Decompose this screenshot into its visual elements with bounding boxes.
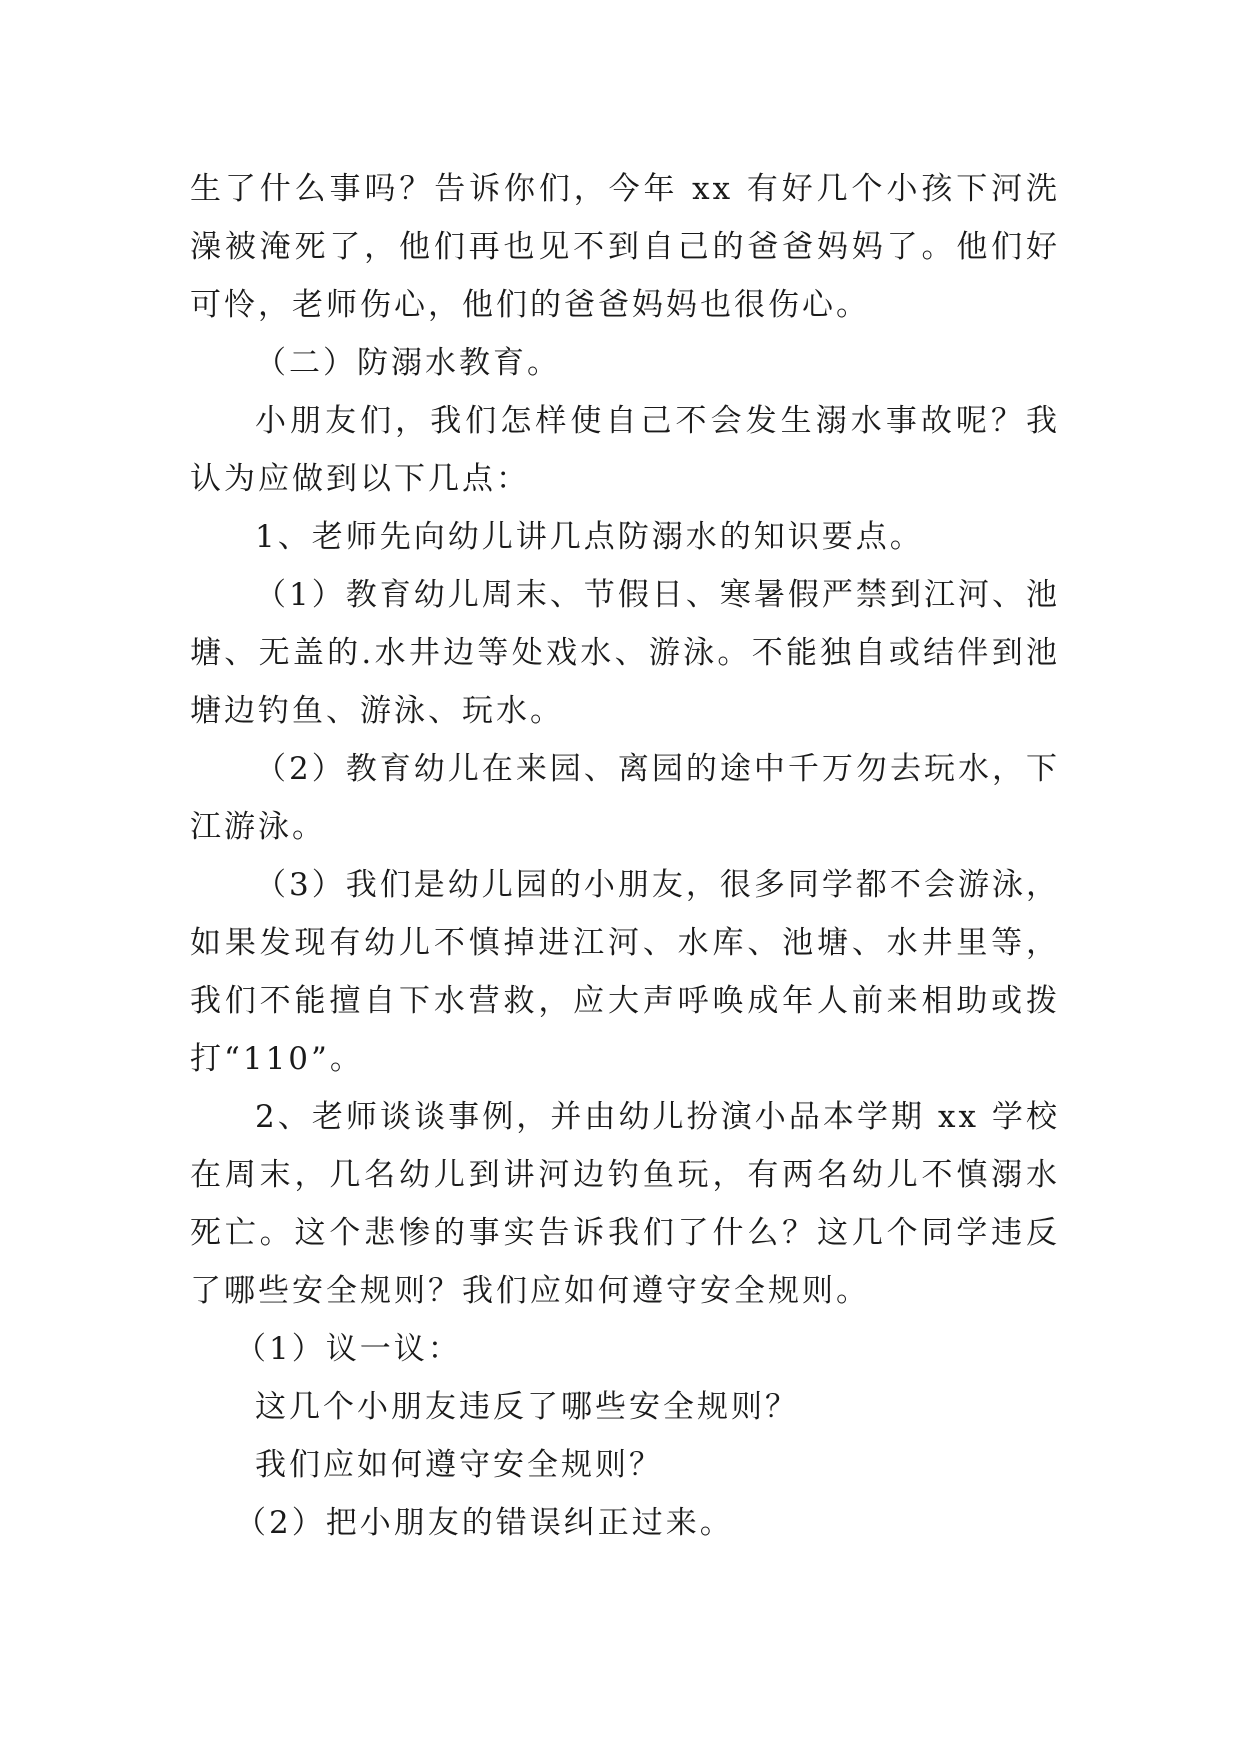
list-item: （3）我们是幼儿园的小朋友，很多同学都不会游泳，如果发现有幼儿不慎掉进江河、水库、池塘、水井里等，我们不能擅自下水营救，应大声呼唤成年人前来相助或拨打“110”。: [190, 867, 1060, 1077]
paragraph: 生了什么事吗？告诉你们，今年 xx 有好几个小孩下河洗澡被淹死了，他们再也见不到自己的爸爸妈妈了。他们好可怜，老师伤心，他们的爸爸妈妈也很伤心。: [190, 171, 1060, 323]
paragraph: 小朋友们，我们怎样使自己不会发生溺水事故呢？我认为应做到以下几点：: [190, 403, 1060, 497]
list-item: （1）议一议：: [235, 1331, 462, 1367]
paragraph: 我们应如何遵守安全规则？: [255, 1447, 663, 1483]
list-item: （2）教育幼儿在来园、离园的途中千万勿去玩水，下江游泳。: [190, 751, 1060, 845]
list-item-heading: 2、老师谈谈事例，并由幼儿扮演小品本学期 xx 学校在周末，几名幼儿到讲河边钓鱼玩，有两名幼儿不慎溺水死亡。这个悲惨的事实告诉我们了什么？这几个同学违反了哪些安全规则？我们应如何遵守安全规则。: [190, 1099, 1060, 1309]
paragraph: 这几个小朋友违反了哪些安全规则？: [255, 1389, 799, 1425]
list-item-heading: 1、老师先向幼儿讲几点防溺水的知识要点。: [255, 519, 924, 555]
body-text: [190, 160, 1060, 1552]
list-item: （2）把小朋友的错误纠正过来。: [235, 1505, 734, 1541]
list-item: （1）教育幼儿周末、节假日、寒暑假严禁到江河、池塘、无盖的.水井边等处戏水、游泳。不能独自或结伴到池塘边钓鱼、游泳、玩水。: [190, 577, 1060, 729]
section-heading: （二）防溺水教育。: [255, 345, 561, 381]
